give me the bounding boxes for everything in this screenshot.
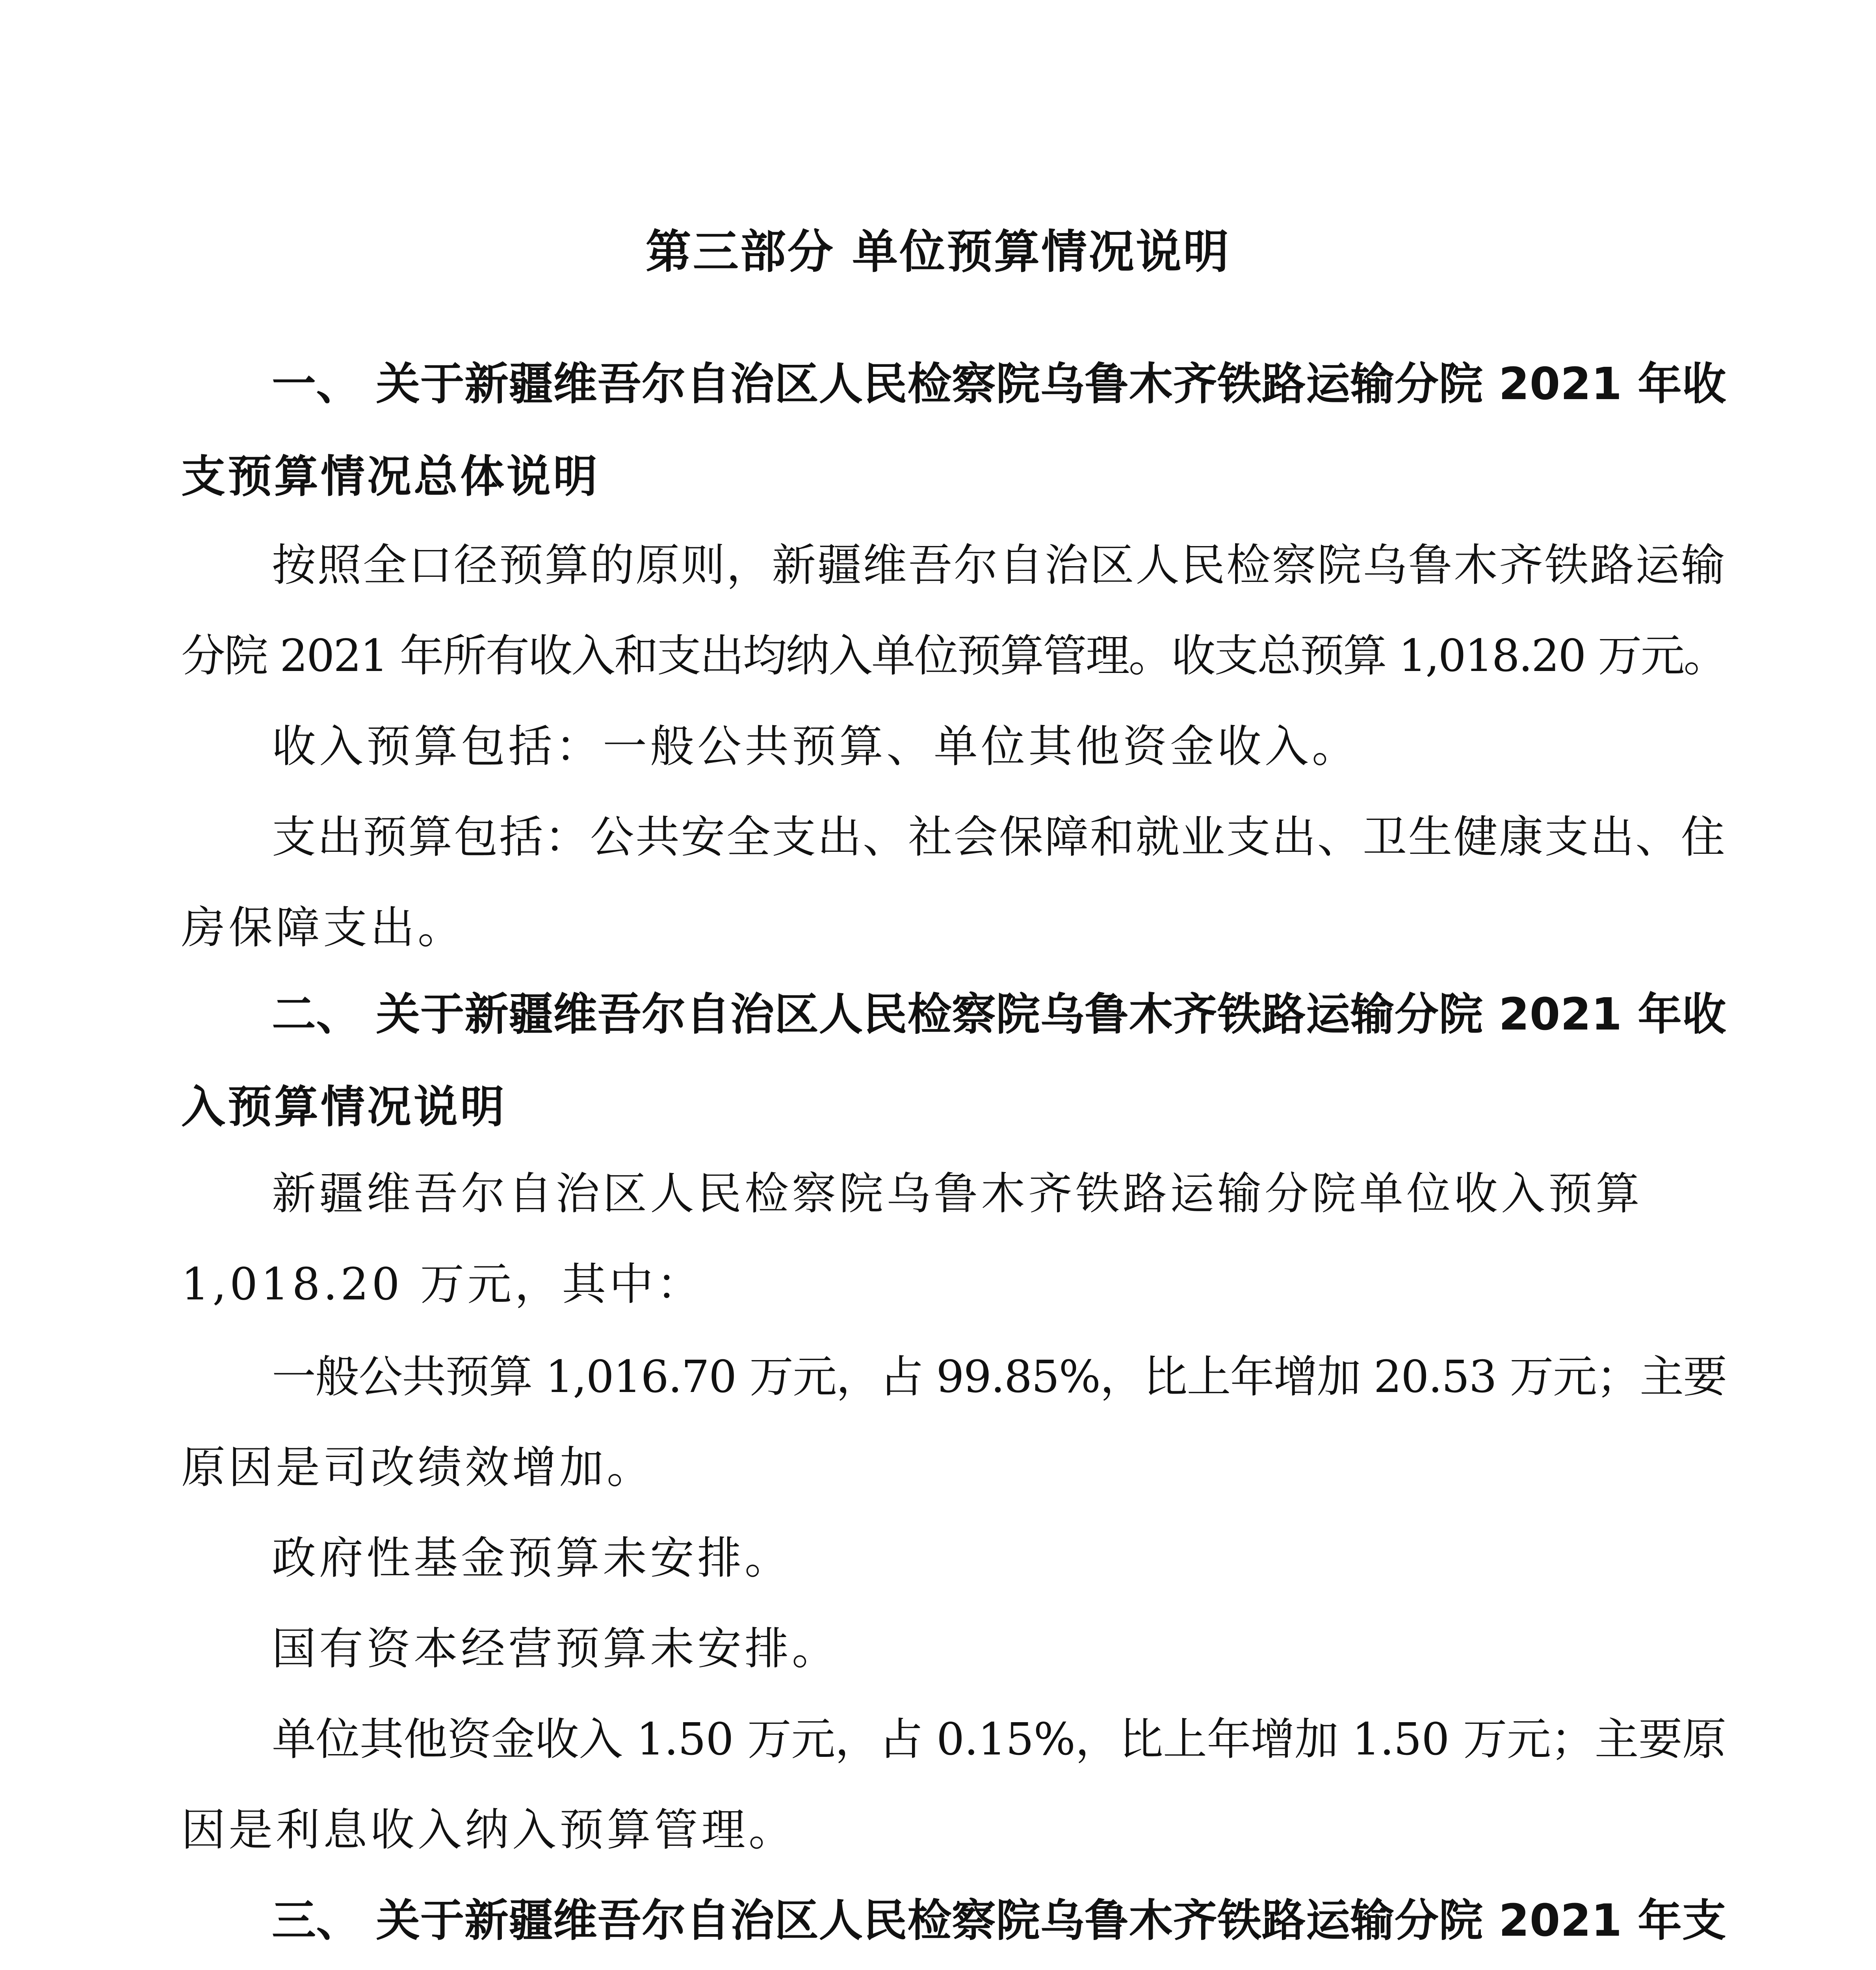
paragraph-line: 国有资本经营预算未安排。 xyxy=(272,1623,839,1674)
paragraph-line: 收入预算包括：一般公共预算、单位其他资金收入。 xyxy=(272,721,1359,772)
paragraph-line: 1,018.20 万元，其中： xyxy=(181,1259,704,1310)
section-2-heading-cont: 入预算情况说明 xyxy=(181,1082,507,1133)
paragraph-line: 新疆维吾尔自治区人民检察院乌鲁木齐铁路运输分院单位收入预算 xyxy=(272,1168,1643,1219)
paragraph-line: 按照全口径预算的原则，新疆维吾尔自治区人民检察院乌鲁木齐铁路运输 xyxy=(272,540,1726,591)
page-title: 第三部分 单位预算情况说明 xyxy=(645,225,1231,279)
section-1-heading: 一、 关于新疆维吾尔自治区人民检察院乌鲁木齐铁路运输分院 2021 年收 xyxy=(272,359,1727,410)
paragraph-line: 单位其他资金收入 1.50 万元，占 0.15%，比上年增加 1.50 万元；主要原 xyxy=(272,1714,1726,1765)
paragraph-line: 分院 2021 年所有收入和支出均纳入单位预算管理。收支总预算 1,018.20 万元。 xyxy=(181,630,1727,682)
section-2-heading: 二、 关于新疆维吾尔自治区人民检察院乌鲁木齐铁路运输分院 2021 年收 xyxy=(272,989,1727,1040)
section-1-heading-cont: 支预算情况总体说明 xyxy=(181,451,600,502)
paragraph-line: 因是利息收入纳入预算管理。 xyxy=(181,1805,796,1856)
paragraph-line: 房保障支出。 xyxy=(181,902,465,953)
paragraph-line: 政府性基金预算未安排。 xyxy=(272,1533,792,1584)
paragraph-line: 支出预算包括：公共安全支出、社会保障和就业支出、卫生健康支出、住 xyxy=(272,812,1726,863)
paragraph-line: 一般公共预算 1,016.70 万元，占 99.85%，比上年增加 20.53 万元；主要 xyxy=(272,1351,1727,1403)
section-3-heading: 三、 关于新疆维吾尔自治区人民检察院乌鲁木齐铁路运输分院 2021 年支 xyxy=(272,1895,1727,1946)
paragraph-line: 原因是司改绩效增加。 xyxy=(181,1442,654,1493)
